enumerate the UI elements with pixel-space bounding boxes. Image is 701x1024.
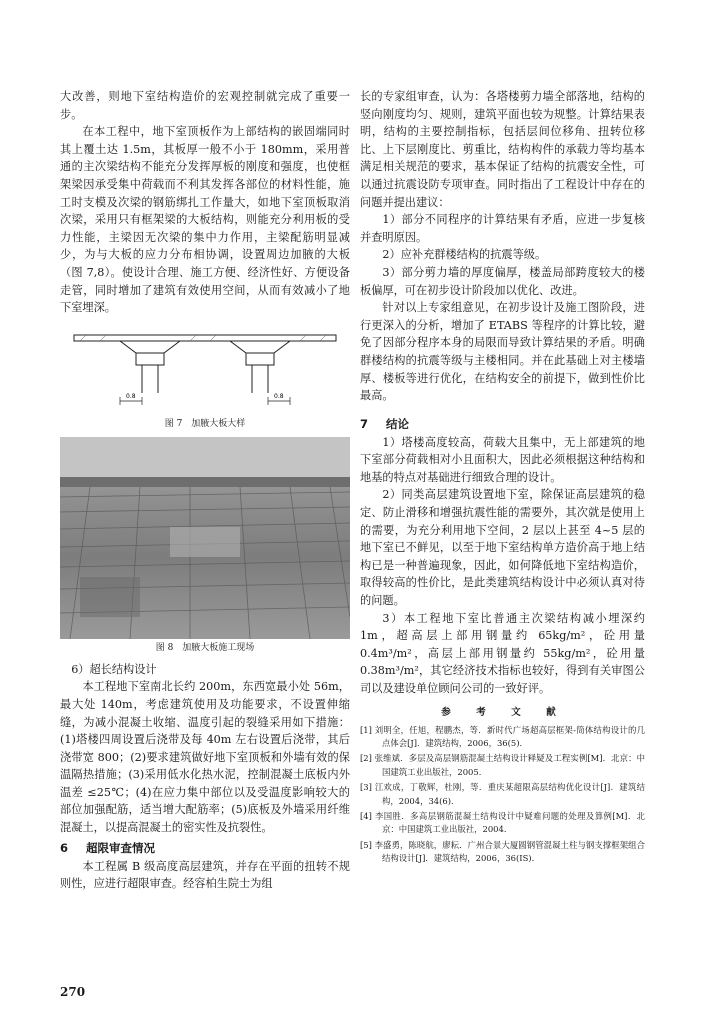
- reference-item: [1] 刘明全，任旭，程鹏杰，等．新时代广场超高层框架-筒体结构设计的几点体会[J]．建筑结构，2006，36(5)．: [360, 724, 645, 748]
- haunched-slab-diagram: [60, 323, 350, 415]
- paragraph: 本工程属 B 级高度高层建筑，并存在平面的扭转不规则性，应进行超限审查。经容柏生院士为组: [60, 859, 350, 891]
- subsection-title: 6）超长结构设计: [71, 662, 157, 676]
- construction-site-photo: [60, 437, 350, 639]
- figure-7-diagram: [60, 323, 350, 415]
- reference-item: [2] 张维斌．多层及高层钢筋混凝土结构设计释疑及工程实例[M]．北京：中国建筑工业出版社，2005．: [360, 753, 645, 777]
- reference-item: [4] 李国胜．多高层钢筋混凝土结构设计中疑难问题的处理及算例[M]．北京：中国建筑工业出版社，2004．: [360, 811, 645, 835]
- paragraph: 针对以上专家组意见，在初步设计及施工图阶段，进行更深入的分析，增加了 ETABS 等程序的计算比较，避免了因部分程序本身的局限而导致计算结果的矛盾。明确群楼结构的抗震等级与主楼相同。并在此基础上对主楼墙厚、楼板等进行优化，在结构安全的前提下，做到性价比最高。: [360, 301, 645, 403]
- paragraph: 本工程地下室南北长约 200m，东西宽最小处 56m，最大处 140m，考虑建筑使用及功能要求，不设置伸缩缝，为减小混凝土收缩、温度引起的裂缝采用如下措施：(1)塔楼四周设置后浇带及每 40m 左右设置后浇带，其后浇带宽 800；(2)要求建筑做好地下室顶板和外墙有效的保温隔热措施；(3)采用低水化热水泥，控制混凝土底板内外温差 ≤25℃；(4)在应力集中部位以及受温度影响较大的部位加强配筋，适当增大配筋率；(5)底板及外墙采用纤维混凝土，以提高混凝土的密实性及抗裂性。: [60, 680, 350, 835]
- section-heading: 6 超限审查情况: [60, 840, 155, 855]
- conclusion-item: 2）同类高层建筑设置地下室，除保证高层建筑的稳定、防止滑移和增强抗震性能的需要外，其次就是使用上的需要，为充分利用地下空间，2 层以上甚至 4~5 层的地下室已不鲜见，以至于地下室结构单方造价高于地上结构已是一种普遍现象，因此，如何降低地下室结构造价，取得较高的性价比，是此类建筑结构设计中必须认真对待的问题。: [360, 488, 645, 608]
- right-column: [360, 88, 645, 868]
- left-column: [60, 88, 350, 893]
- references-list: [360, 724, 645, 866]
- section-heading: 7 结论: [360, 416, 409, 431]
- figure-caption: 图 8 加腋大板施工现场: [155, 642, 255, 653]
- dimension-label: 0.8: [126, 392, 136, 400]
- figure-caption: 图 7 加腋大板大样: [164, 418, 246, 429]
- conclusion-item: 1）塔楼高度较高，荷载大且集中，无上部建筑的地下室部分荷载相对小且面积大，因此必须根据这种结构和地基的特点对基础进行细致合理的设计。: [360, 435, 645, 484]
- reference-item: [3] 江欢成，丁敬辉，杜刚，等．重庆某超限高层结构优化设计[J]．建筑结构，2004，34(6)．: [360, 782, 645, 806]
- paragraph: 在本工程中，地下室顶板作为上部结构的嵌固端同时其上覆土达 1.5m，其板厚一般不小于 180mm，采用普通的主次梁结构不能充分发挥厚板的刚度和强度，也使框架梁因承受集中荷载而不利其发挥各部位的材料性能，施工时支模及次梁的钢筋绑扎工作量大，如地下室顶板取消次梁，采用只有框架梁的大板结构，则能充分利用板的受力性能，主梁因无次梁的集中力作用，主梁配筋明显减少，为与大板的应力分布相协调，设置周边加腋的大板（图 7,8）。使设计合理、施工方便、经济性好、方便设备走管，同时增加了建筑有效使用空间，从而有效减小了地下室埋深。: [60, 125, 350, 315]
- page-number: 270: [60, 985, 86, 999]
- list-item: 3）部分剪力墙的厚度偏厚，楼盖局部跨度较大的楼板偏厚，可在初步设计阶段加以优化、改进。: [360, 265, 645, 297]
- reference-item: [5] 李盛勇，陈晓航，廖耘．广州合景大厦圆钢管混凝土柱与钢支撑框架组合结构设计[J]．建筑结构，2006，36(IS)．: [360, 839, 645, 864]
- paragraph: 长的专家组审查，认为：各塔楼剪力墙全部落地，结构的竖向刚度均匀、规则，建筑平面也较为规整。计算结果表明，结构的主要控制指标，包括层间位移角、扭转位移比、上下层刚度比、剪重比，结构构件的承载力等均基本满足相关规范的要求，基本保证了结构的抗震安全性，可以通过抗震设防专项审查。同时指出了工程设计中存在的问题并提出建议：: [360, 90, 645, 209]
- references-heading: 参 考 文 献: [441, 706, 564, 718]
- rebar-site-illustration: [60, 437, 350, 639]
- list-item: 1）部分不同程序的计算结果有矛盾，应进一步复核并查明原因。: [360, 213, 645, 244]
- conclusion-item: 3）本工程地下室比普通主次梁结构减小埋深约 1m，超高层上部用钢量约 65kg/m²，砼用量 0.4m³/m²，高层上部用钢量约 55kg/m²，砼用量 0.38m³/m²，其它经济技术指标也较好，得到有关审图公司以及建设单位顾问公司的一致好评。: [360, 611, 645, 695]
- list-item: 2）应补充群楼结构的抗震等级。: [382, 248, 547, 262]
- paragraph: 大改善，则地下室结构造价的宏观控制就完成了重要一步。: [60, 90, 350, 121]
- dimension-label: 0.8: [274, 392, 284, 400]
